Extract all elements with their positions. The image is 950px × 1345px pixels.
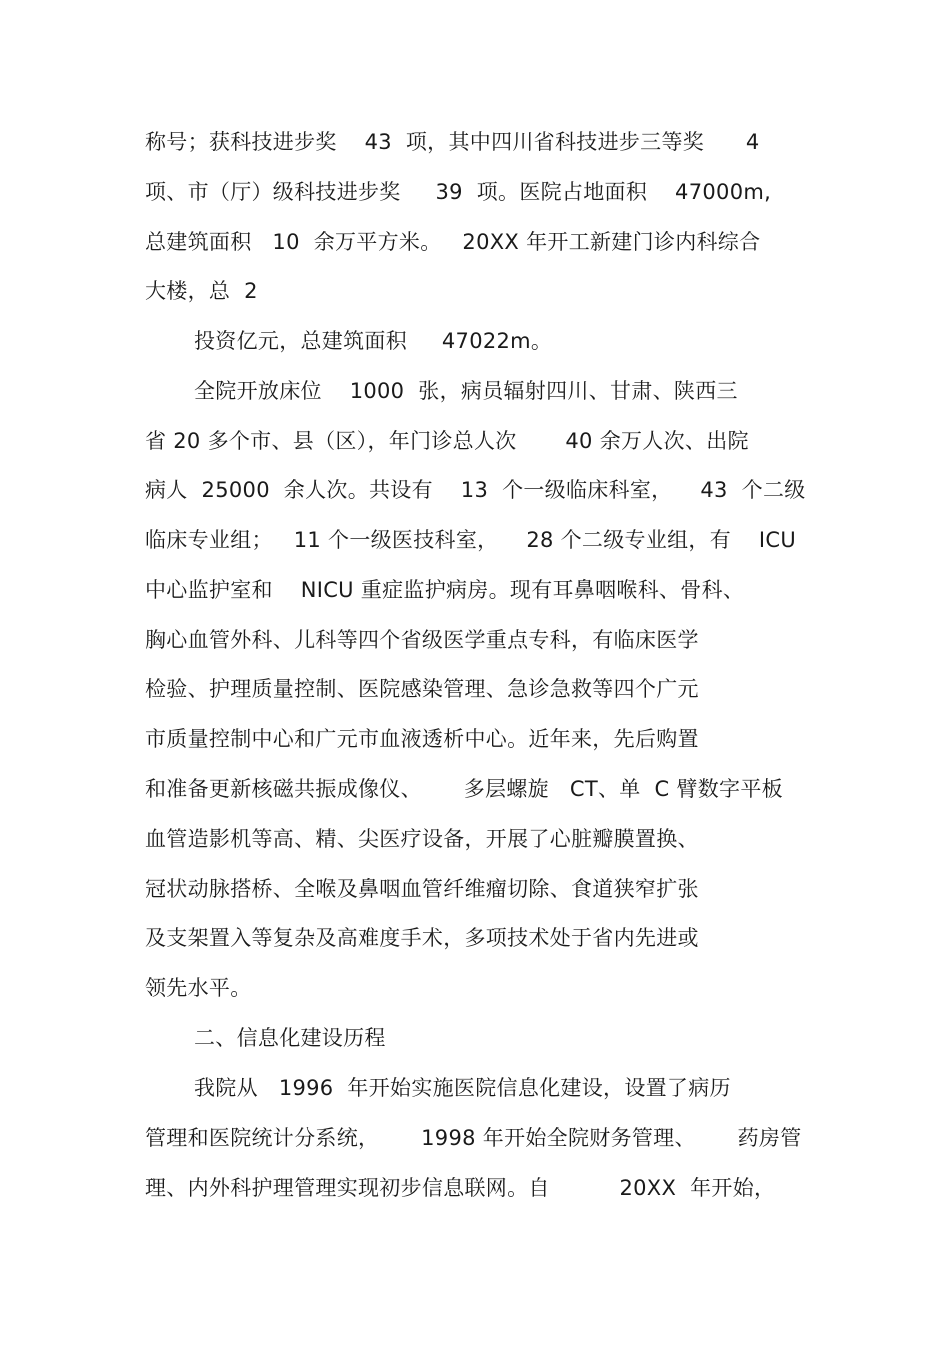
text-line: 和准备更新核磁共振成像仪、 多层螺旋 CT、单 C 臂数字平板 [145,777,783,801]
text-line: 中心监护室和 NICU 重症监护病房。现有耳鼻咽喉科、骨科、 [145,578,745,602]
text-line: 投资亿元，总建筑面积 47022m。 [194,329,553,353]
text-line: 检验、护理质量控制、医院感染管理、急诊急救等四个广元 [145,677,699,701]
text-line: 胸心血管外科、儿科等四个省级医学重点专科，有临床医学 [145,628,699,652]
text-line: 及支架置入等复杂及高难度手术，多项技术处于省内先进或 [145,926,699,950]
text-line: 市质量控制中心和广元市血液透析中心。近年来，先后购置 [145,727,699,751]
text-line: 管理和医院统计分系统， 1998 年开始全院财务管理、 药房管 [145,1126,802,1150]
text-line: 省 20 多个市、县（区），年门诊总人次 40 余万人次、出院 [145,429,749,453]
text-line: 血管造影机等高、精、尖医疗设备，开展了心脏瓣膜置换、 [145,827,699,851]
text-line: 称号；获科技进步奖 43 项，其中四川省科技进步三等奖 4 [145,130,760,154]
text-line: 病人 25000 余人次。共设有 13 个一级临床科室， 43 个二级 [145,478,806,502]
text-line: 理、内外科护理管理实现初步信息联网。自 20XX 年开始， [145,1176,776,1200]
text-line: 总建筑面积 10 余万平方米。 20XX 年开工新建门诊内科综合 [145,230,761,254]
text-line: 冠状动脉搭桥、全喉及鼻咽血管纤维瘤切除、食道狭窄扩张 [145,877,699,901]
text-line: 大楼，总 2 [145,279,258,303]
text-line: 临床专业组； 11 个一级医技科室， 28 个二级专业组，有 ICU [145,528,797,552]
text-line: 全院开放床位 1000 张，病员辐射四川、甘肃、陕西三 [194,379,738,403]
text-line: 项、市（厅）级科技进步奖 39 项。医院占地面积 47000m, [145,180,772,204]
section-heading: 二、信息化建设历程 [194,1026,386,1050]
text-line: 领先水平。 [145,976,252,1000]
text-line: 我院从 1996 年开始实施医院信息化建设，设置了病历 [194,1076,731,1100]
